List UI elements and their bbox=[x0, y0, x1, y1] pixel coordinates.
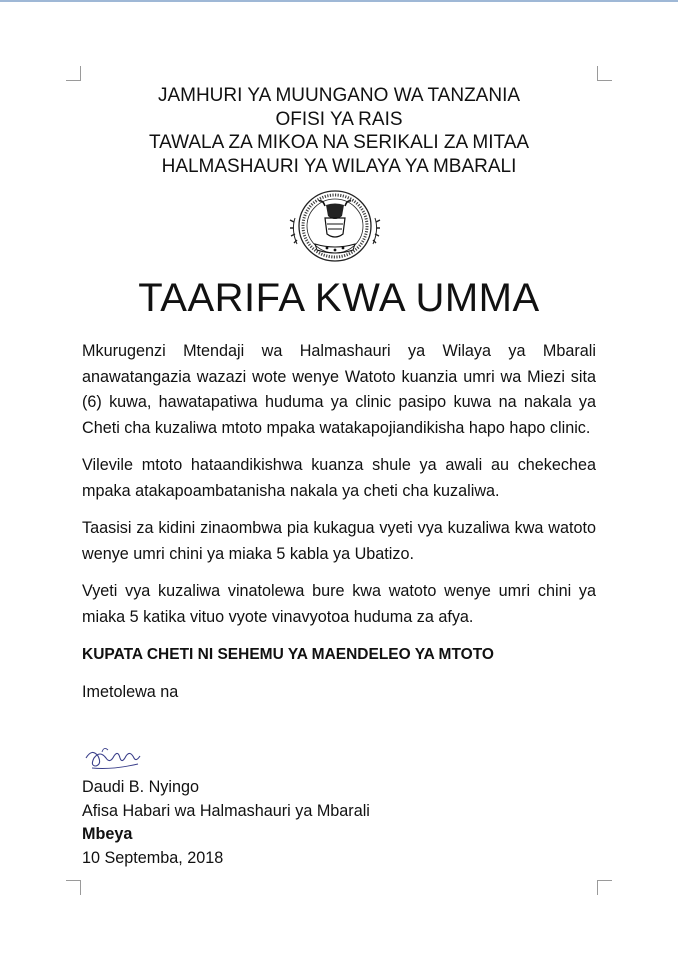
district-council-seal-icon bbox=[285, 188, 385, 266]
page-corner-mark-bottom-left bbox=[66, 880, 81, 895]
signatory-position: Afisa Habari wa Halmashauri ya Mbarali bbox=[82, 801, 370, 820]
signatory-block bbox=[82, 776, 482, 870]
notice-title: TAARIFA KWA UMMA bbox=[138, 276, 540, 320]
page-corner-mark-bottom-right bbox=[597, 880, 612, 895]
signatory-name: Daudi B. Nyingo bbox=[82, 778, 199, 796]
letterhead-line-administration: TAWALA ZA MIKOA NA SERIKALI ZA MITAA bbox=[148, 132, 530, 153]
page-corner-mark-top-left bbox=[66, 66, 81, 81]
notice-slogan: KUPATA CHETI NI SEHEMU YA MAENDELEO YA MTOTO bbox=[82, 646, 494, 663]
page-corner-mark-top-right bbox=[597, 66, 612, 81]
notice-date: 10 Septemba, 2018 bbox=[82, 848, 224, 867]
handwritten-signature-icon bbox=[82, 744, 146, 774]
top-border-line bbox=[0, 0, 678, 2]
letterhead-line-republic: JAMHURI YA MUUNGANO WA TANZANIA bbox=[157, 85, 521, 106]
signatory-location: Mbeya bbox=[82, 825, 133, 843]
notice-paragraph: Taasisi za kidini zinaombwa pia kukagua vyeti vya kuzaliwa kwa watoto wenye umri chini ya miaka 5 kabla ya Ubatizo. bbox=[82, 519, 596, 563]
letterhead bbox=[80, 84, 598, 178]
notice-paragraph: Vilevile mtoto hataandikishwa kuanza shule ya awali au chekechea mpaka atakapoambatanisha nakala ya cheti cha kuzaliwa. bbox=[82, 456, 596, 500]
notice-paragraph: Mkurugenzi Mtendaji wa Halmashauri ya Wilaya ya Mbarali anawatangazia wazazi wote wenye Watoto kuanzia umri wa Miezi sita (6) kuwa, hawatapatiwa huduma ya clinic pasipo kuwa na nakala ya Cheti cha kuzaliwa mtoto mpaka watakapojiandikisha hapo hapo clinic. bbox=[82, 342, 596, 437]
letterhead-line-office: OFISI YA RAIS bbox=[275, 108, 403, 130]
notice-body bbox=[82, 339, 596, 717]
notice-paragraph: Vyeti vya kuzaliwa vinatolewa bure kwa watoto wenye umri chini ya miaka 5 katika vituo vyote vinavyotoa huduma za afya. bbox=[82, 582, 596, 626]
letterhead-line-council: HALMASHAURI YA WILAYA YA MBARALI bbox=[161, 155, 517, 177]
issued-by-label: Imetolewa na bbox=[82, 682, 179, 701]
